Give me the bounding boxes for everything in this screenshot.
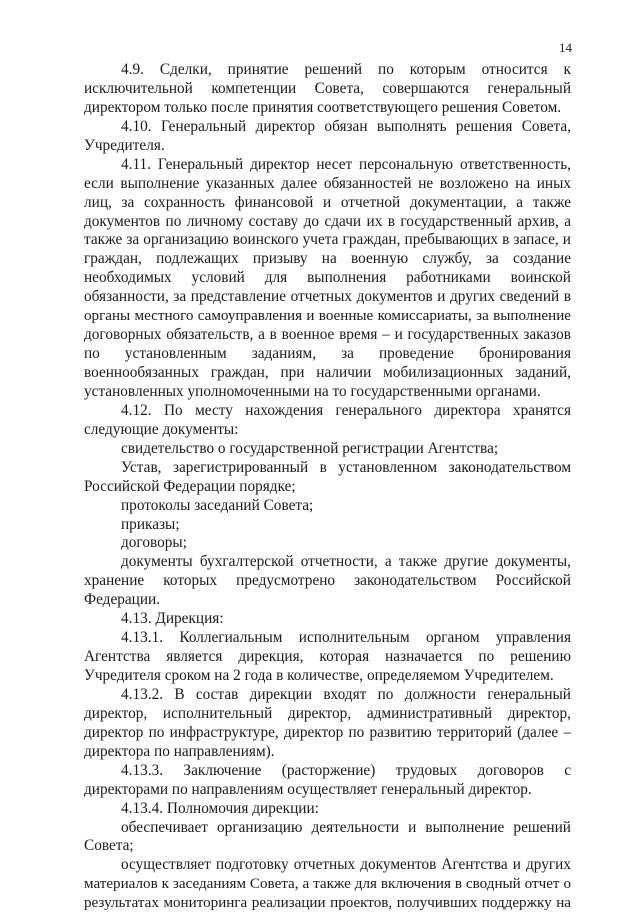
text-line: 4.13. Дирекция: bbox=[121, 610, 224, 628]
text-line: также за организацию воинского учета граждан, пребывающих в запасе, и bbox=[84, 231, 571, 249]
text-line: протоколы заседаний Совета; bbox=[121, 496, 314, 514]
text-line: директора по направлениям). bbox=[84, 742, 275, 760]
text-line: договоры; bbox=[121, 534, 187, 552]
text-line: директором только после принятия соответствующего решения Советом. bbox=[84, 98, 562, 116]
text-line: документов по личному составу до сдачи их в государственный архив, а bbox=[84, 212, 571, 230]
text-line: 4.12. По месту нахождения генерального директора хранятся bbox=[121, 401, 571, 419]
text-line: директор по инфраструктуре, директор по развитию территорий (далее – bbox=[84, 723, 571, 741]
text-line: материалов к заседаниям Совета, а также для включения в сводный отчет о bbox=[84, 876, 571, 893]
text-line: исключительной компетенции Совета, совершаются генеральный bbox=[84, 79, 571, 97]
text-line: документы бухгалтерской отчетности, а также другие документы, bbox=[121, 553, 571, 571]
text-line: осуществляет подготовку отчетных документов Агентства и других bbox=[121, 856, 571, 874]
text-line: Федерации. bbox=[84, 591, 161, 609]
text-line: директорами по направлениям осуществляет генеральный директор. bbox=[84, 780, 532, 798]
text-line: необходимых условий для выполнения работниками воинской bbox=[84, 269, 571, 287]
text-line: Российской Федерации порядке; bbox=[84, 477, 296, 495]
text-line: Учредителя. bbox=[84, 136, 165, 154]
text-line: 4.13.3. Заключение (расторжение) трудовых договоров с bbox=[121, 761, 571, 779]
text-line: 4.9. Сделки, принятие решений по которым относится к bbox=[121, 61, 571, 78]
text-line: 4.13.4. Полномочия дирекции: bbox=[121, 799, 319, 817]
text-line: установленных уполномоченными на то государственными органами. bbox=[84, 382, 541, 400]
text-line: следующие документы: bbox=[84, 420, 239, 438]
text-line: органы местного самоуправления и военные комиссариаты, за выполнение bbox=[84, 308, 571, 325]
text-line: обязанности, за представление отчетных документов и других сведений в bbox=[84, 288, 571, 306]
text-line: 4.13.1. Коллегиальным исполнительным органом управления bbox=[121, 629, 571, 647]
text-line: по установленным заданиям, за проведение бронирования bbox=[84, 345, 571, 363]
text-line: если выполнение указанных далее обязанностей не возложено на иных bbox=[84, 174, 571, 192]
text-line: Устав, зарегистрированный в установленном законодательством bbox=[121, 458, 571, 476]
text-line: лиц, за сохранность финансовой и отчетной документации, а также bbox=[84, 193, 571, 211]
text-line: Учредителя сроком на 2 года в количестве, определяемом Учредителем. bbox=[84, 667, 554, 684]
text-line: военнообязанных граждан, при наличии мобилизационных заданий, bbox=[84, 364, 571, 381]
text-line: 4.11. Генеральный директор несет персональную ответственность, bbox=[121, 155, 571, 173]
text-line: свидетельство о государственной регистрации Агентства; bbox=[121, 439, 499, 457]
text-line: 4.10. Генеральный директор обязан выполнять решения Совета, bbox=[121, 117, 571, 135]
text-line: обеспечивает организацию деятельности и выполнение решений bbox=[121, 818, 571, 836]
text-line: Совета; bbox=[84, 837, 134, 855]
document-body bbox=[84, 61, 571, 913]
text-line: договорных обязательств, а в военное время – и государственных заказов bbox=[84, 326, 571, 344]
text-line: граждан, подлежащих призыву на военную службу, за создание bbox=[84, 250, 571, 268]
page-number: 14 bbox=[559, 40, 572, 55]
text-line: хранение которых предусмотрено законодательством Российской bbox=[84, 572, 571, 590]
text-line: приказы; bbox=[121, 515, 180, 533]
text-line: Агентства является дирекция, которая назначается по решению bbox=[84, 648, 571, 666]
text-line: директор, исполнительный директор, административный директор, bbox=[84, 704, 571, 722]
text-line: результатах мониторинга реализации проектов, получивших поддержку на bbox=[84, 895, 571, 912]
text-line: 4.13.2. В состав дирекции входят по должности генеральный bbox=[121, 685, 571, 703]
